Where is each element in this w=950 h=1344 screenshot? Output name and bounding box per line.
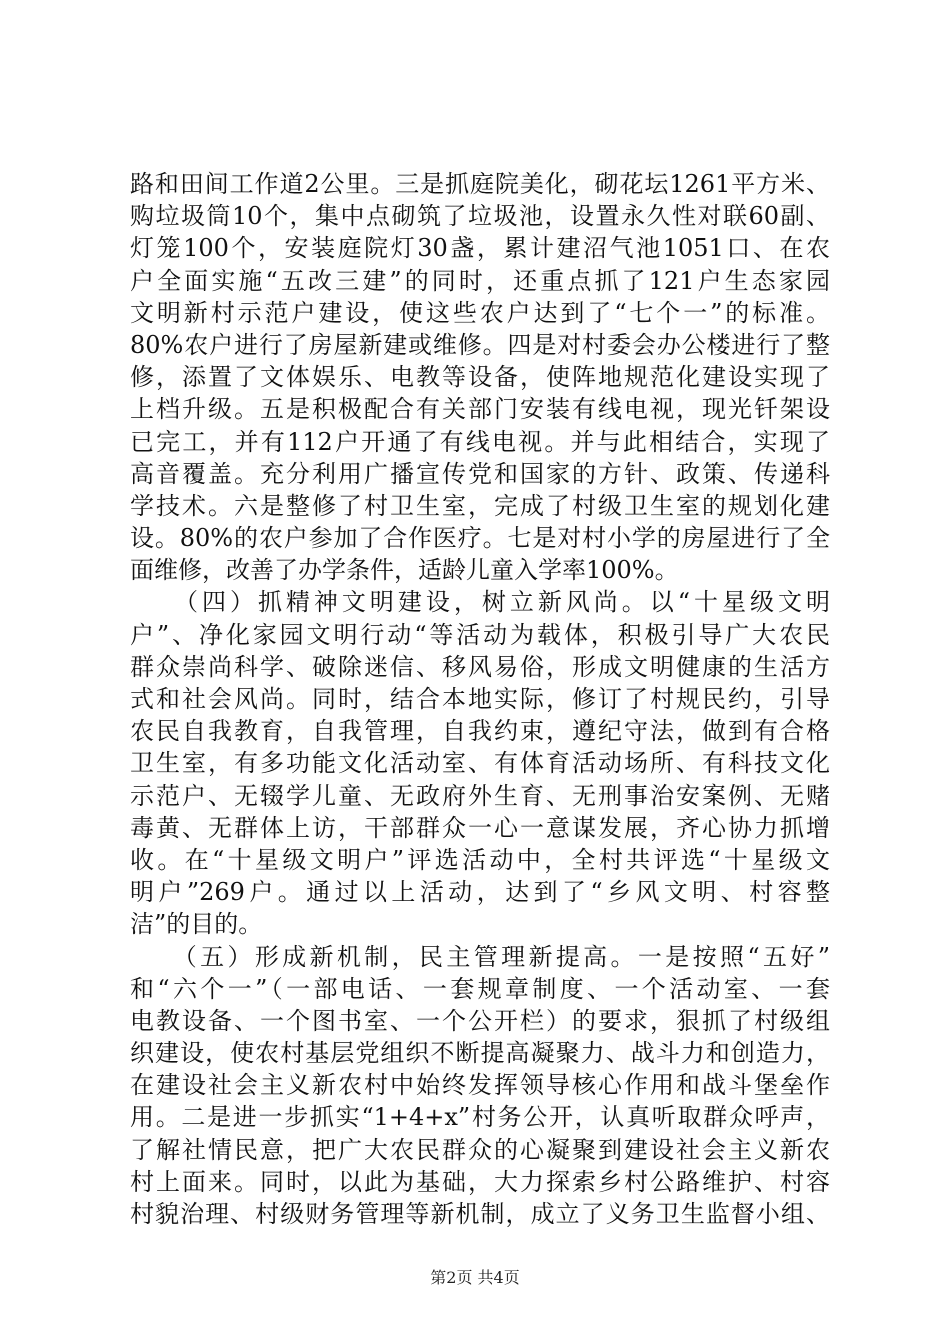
text-line: 上档升级。五是积极配合有关部门安装有线电视，现光钎架设 [130, 395, 830, 424]
text-line: 设。80%的农户参加了合作医疗。七是对村小学的房屋进行了全 [130, 524, 830, 553]
text-line: 了解社情民意，把广大农民群众的心凝聚到建设社会主义新农 [130, 1135, 830, 1164]
text-line: 毒黄、无群体上访，干部群众一心一意谋发展，齐心协力抓增 [130, 813, 830, 842]
text-line: 和“六个一”（一部电话、一套规章制度、一个活动室、一套 [130, 974, 830, 1003]
text-line: 在建设社会主义新农村中始终发挥领导核心作用和战斗堡垒作 [130, 1071, 830, 1100]
text-line: 用。二是进一步抓实“1+4+x”村务公开，认真听取群众呼声， [130, 1103, 830, 1132]
text-line: 群众崇尚科学、破除迷信、移风易俗，形成文明健康的生活方 [130, 652, 830, 681]
text-line: 农民自我教育，自我管理，自我约束，遵纪守法，做到有合格 [130, 717, 830, 746]
text-line: 已完工，并有112户开通了有线电视。并与此相结合，实现了 [130, 427, 830, 456]
text-line: 式和社会风尚。同时，结合本地实际，修订了村规民约，引导 [130, 685, 830, 713]
text-line: （五）形成新机制，民主管理新提高。一是按照“五好” [130, 942, 830, 971]
text-line: 修，添置了文体娱乐、电教等设备，使阵地规范化建设实现了 [130, 363, 830, 392]
text-line: 村上面来。同时，以此为基础，大力探索乡村公路维护、村容 [130, 1167, 830, 1196]
text-line: 面维修，改善了办学条件，适龄儿童入学率100%。 [130, 556, 679, 585]
text-line: 卫生室，有多功能文化活动室、有体育活动场所、有科技文化 [130, 749, 830, 778]
text-line: 织建设，使农村基层党组织不断提高凝聚力、战斗力和创造力， [130, 1039, 830, 1068]
text-line: （四）抓精神文明建设，树立新风尚。以“十星级文明 [130, 588, 830, 617]
text-line: 明户”269户。通过以上活动，达到了“乡风文明、村容整 [130, 878, 830, 907]
text-line: 灯笼100个，安装庭院灯30盏，累计建沼气池1051口、在农 [130, 234, 830, 263]
text-line: 学技术。六是整修了村卫生室，完成了村级卫生室的规划化建 [130, 491, 830, 520]
body-text [130, 168, 830, 1230]
text-line: 收。在“十星级文明户”评选活动中，全村共评选“十星级文 [130, 845, 830, 874]
text-line: 村貌治理、村级财务管理等新机制，成立了义务卫生监督小组、 [130, 1200, 830, 1228]
page-footer: 第2页 共4页 [430, 1268, 520, 1287]
text-line: 电教设备、一个图书室、一个公开栏）的要求，狠抓了村级组 [130, 1006, 830, 1035]
text-line: 户全面实施“五改三建”的同时，还重点抓了121户生态家园 [130, 266, 830, 295]
text-line: 户”、净化家园文明行动“等活动为载体，积极引导广大农民 [130, 620, 830, 649]
text-line: 80%农户进行了房屋新建或维修。四是对村委会办公楼进行了整 [130, 330, 830, 359]
text-line: 示范户、无辍学儿童、无政府外生育、无刑事治安案例、无赌 [130, 781, 830, 810]
text-line: 路和田间工作道2公里。三是抓庭院美化，砌花坛1261平方米、 [130, 170, 830, 198]
text-line: 高音覆盖。充分利用广播宣传党和国家的方针、政策、传递科 [130, 459, 830, 488]
text-line: 文明新村示范户建设，使这些农户达到了“七个一”的标准。 [130, 298, 830, 327]
text-line: 洁”的目的。 [130, 910, 263, 939]
text-line: 购垃圾筒10个，集中点砌筑了垃圾池，设置永久性对联60副、 [130, 202, 830, 231]
